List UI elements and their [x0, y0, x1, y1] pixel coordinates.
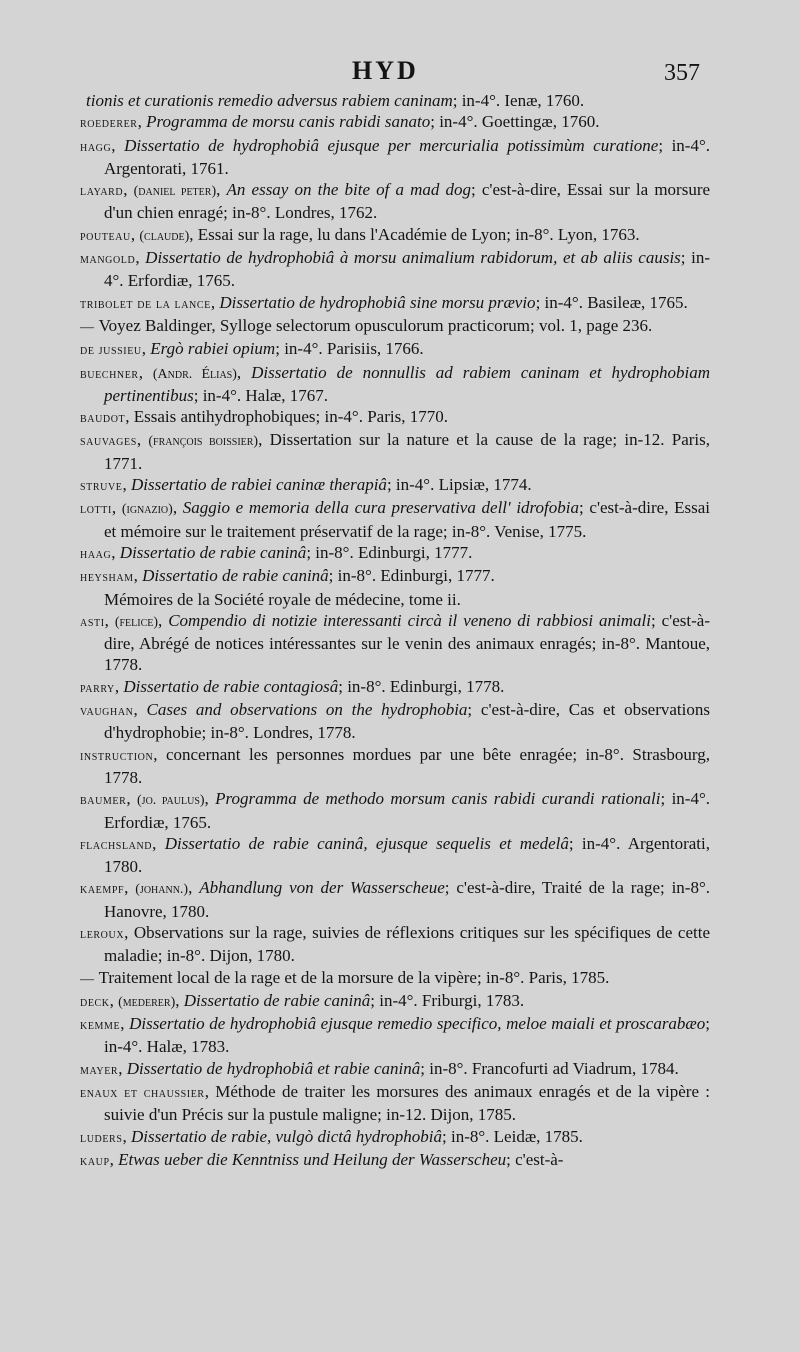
entry-author-detail: (claude)	[139, 228, 190, 244]
bibliography-entry	[86, 90, 710, 111]
entry-author: kaempf	[80, 882, 125, 898]
bibliography-entry: buechner, (Andr. Élias), Dissertatio de nonnullis ad rabiem caninam et hydrophobiam pertinentibus; in-4°. Halæ, 1767.	[80, 362, 711, 405]
bibliography-entry: roederer, Programma de morsu canis rabidi sanato; in-4°. Goettingæ, 1760.	[80, 112, 600, 132]
entry-title: An essay on the bite of a mad dog	[226, 180, 471, 200]
bibliography-entry: hagg, Dissertatio de hydrophobiâ ejusque per mercurialia potissimùm curatione; in-4°. Argentorati, 1761.	[80, 135, 711, 178]
entry-publication: ; c'est-à-	[506, 1149, 564, 1169]
entry-title: Cases and observations on the hydrophobia	[146, 700, 468, 720]
entry-title: Etwas ueber die Kenntniss und Heilung der Wasserscheu	[118, 1149, 507, 1169]
entry-publication: ; c'est-à-dire, Essai sur la morsure d'un chien enragé; in-8°. Londres, 1762.	[104, 180, 711, 223]
bibliography-entry	[80, 967, 710, 990]
page-header	[0, 56, 800, 88]
entry-author: enaux et chaussier	[80, 1086, 205, 1102]
entry-publication: Mémoires de la Société royale de médecine, tome ii.	[104, 589, 461, 609]
bibliography-entry: kemme, Dissertatio de hydrophobiâ ejusque remedio specifico, meloe maiali et proscarabæo; in-4°. Halæ, 1783.	[80, 1014, 711, 1057]
entry-title: Dissertatio de hydrophobiâ ejusque per mercurialia potissimùm curatione	[124, 135, 659, 155]
entry-publication: ; c'est-à-dire, Essai et mémoire sur le traitement préservatif de la rage; in-8°. Venise, 1775.	[104, 498, 711, 541]
bibliography-entry: mangold, Dissertatio de hydrophobiâ à morsu animalium rabidorum, et ab aliis causis; in-4°. Erfordiæ, 1765.	[80, 248, 711, 291]
entry-publication: ; in-8°. Edinburgi, 1777.	[306, 542, 473, 562]
entry-author: layard	[80, 184, 124, 200]
entry-title: Ergò rabiei opium	[150, 339, 276, 359]
entry-title: Programma de morsu canis rabidi sanato	[146, 112, 431, 132]
entry-publication: ; in-4°. Argentorati, 1780.	[104, 833, 710, 877]
entry-author: tribolet de la lance	[80, 296, 211, 312]
entry-title: Dissertatio de rabie, vulgò dictâ hydrophobiâ	[131, 1126, 443, 1146]
entry-author-detail: (felice)	[114, 614, 159, 630]
bibliography-entry	[86, 589, 710, 610]
entry-author: —	[80, 319, 95, 335]
bibliography-entry: tribolet de la lance, Dissertatio de hydrophobiâ sine morsu prævio; in-4°. Basileæ, 1765.	[80, 292, 688, 312]
entry-publication: Voyez Baldinger, Sylloge selectorum opusculorum practicorum; vol. 1, page 236.	[98, 315, 653, 335]
bibliography-entry: layard, (daniel peter), An essay on the bite of a mad dog; c'est-à-dire, Essai sur la morsure d'un chien enragé; in-8°. Londres, 1762.	[80, 180, 711, 223]
entry-publication: Méthode de traiter les morsures des animaux enragés et de la vipère : suivie d'un Précis sur la pustule maligne; in-12. Dijon, 1785.	[104, 1082, 711, 1125]
entry-author: hagg	[80, 139, 112, 155]
entry-author: pouteau	[80, 228, 131, 244]
entry-title: Dissertatio de hydrophobiâ et rabie caninâ	[126, 1058, 421, 1078]
entry-publication: ; in-4°. Ienæ, 1760.	[452, 91, 585, 110]
bibliography-entry: luders, Dissertatio de rabie, vulgò dictâ hydrophobiâ; in-8°. Leidæ, 1785.	[80, 1126, 583, 1146]
entry-author-detail: (daniel peter)	[133, 184, 217, 200]
page-number: 357	[664, 60, 700, 86]
entry-author: lotti	[80, 502, 112, 518]
entry-author-detail: (françois boissier)	[148, 434, 259, 450]
bibliography-entry: flachsland, Dissertatio de rabie caninâ, ejusque sequelis et medelâ; in-4°. Argentorati, 1780.	[80, 833, 710, 877]
entry-title: tionis et curationis remedio adversus rabiem caninam	[86, 91, 453, 110]
entry-publication: ; c'est-à-dire, Abrégé de notices intéressantes sur le venin des animaux enragés; in-8°. Mantoue, 1778.	[104, 610, 711, 675]
bibliography-entry: sauvages, (françois boissier), Dissertation sur la nature et la cause de la rage; in-12. Paris, 1771.	[80, 430, 710, 473]
bibliography-entry: lotti, (ignazio), Saggio e memoria della cura preservativa dell' idrofobia; c'est-à-dire, Essai et mémoire sur le traitement préservatif de la rage; in-8°. Venise, 1775.	[80, 498, 711, 541]
bibliography-entry: de jussieu, Ergò rabiei opium; in-4°. Parisiis, 1766.	[80, 339, 424, 359]
entry-publication: ; in-4°. Basileæ, 1765.	[535, 292, 688, 312]
entry-author: baudot	[80, 411, 126, 427]
entry-publication: Traitement local de la rage et de la morsure de la vipère; in-8°. Paris, 1785.	[98, 967, 610, 987]
bibliography-entry: instruction, concernant les personnes mordues par une bête enragée; in-8°. Strasbourg, 1778.	[80, 744, 710, 787]
entry-title: Dissertatio de rabiei caninæ therapiâ	[131, 475, 387, 495]
entry-author: struve	[80, 479, 123, 495]
entry-publication: ; in-4°. Erfordiæ, 1765.	[104, 789, 711, 832]
entry-author: sauvages	[80, 434, 137, 450]
entry-publication: Essai sur la rage, lu dans l'Académie de Lyon; in-8°. Lyon, 1763.	[197, 224, 640, 244]
entry-publication: ; in-4°. Argentorati, 1761.	[104, 135, 711, 178]
entry-author-detail: (mederer)	[118, 994, 176, 1010]
entry-title: Dissertatio de rabie caninâ	[142, 566, 329, 586]
bibliography-entry: struve, Dissertatio de rabiei caninæ therapiâ; in-4°. Lipsiæ, 1774.	[80, 475, 532, 495]
entry-title: Dissertatio de hydrophobiâ sine morsu prævio	[219, 292, 536, 312]
bibliography-entry: pouteau, (claude), Essai sur la rage, lu dans l'Académie de Lyon; in-8°. Lyon, 1763.	[80, 224, 640, 244]
entry-publication: ; c'est-à-dire, Cas et observations d'hydrophobie; in-8°. Londres, 1778.	[104, 700, 710, 743]
entry-publication: Dissertation sur la nature et la cause de la rage; in-12. Paris, 1771.	[104, 430, 710, 473]
entry-title: Programma de methodo morsum canis rabidi curandi rationali	[215, 789, 661, 809]
entry-title: Compendio di notizie interessanti circà il veneno di rabbiosi animali	[168, 610, 651, 630]
entry-title: Dissertatio de rabie caninâ	[183, 990, 371, 1010]
entry-author: vaughan	[80, 704, 134, 720]
entry-author: haag	[80, 546, 112, 562]
entry-author-detail: (ignazio)	[121, 502, 173, 518]
entry-title: Dissertatio de hydrophobiâ à morsu animalium rabidorum, et ab aliis causis	[145, 248, 681, 268]
bibliography-entry: kaup, Etwas ueber die Kenntniss und Heilung der Wasserscheu; c'est-à-	[80, 1149, 564, 1169]
bibliography-entry: heysham, Dissertatio de rabie caninâ; in-8°. Edinburgi, 1777.	[80, 566, 495, 586]
bibliography-entry	[80, 315, 710, 338]
entry-author: baumer	[80, 793, 127, 809]
entry-author: instruction	[80, 748, 154, 764]
bibliography-entry: mayer, Dissertatio de hydrophobiâ et rabie caninâ; in-8°. Francofurti ad Viadrum, 1784.	[80, 1058, 679, 1078]
entry-publication: Essais antihydrophobiques; in-4°. Paris, 1770.	[133, 407, 448, 427]
bibliography-entry: vaughan, Cases and observations on the hydrophobia; c'est-à-dire, Cas et observations d'hydrophobie; in-8°. Londres, 1778.	[80, 700, 710, 743]
bibliography-entry: baumer, (jo. paulus), Programma de methodo morsum canis rabidi curandi rationali; in-4°. Erfordiæ, 1765.	[80, 789, 711, 832]
entry-publication: ; in-4°. Friburgi, 1783.	[370, 990, 525, 1010]
entry-publication: Observations sur la rage, suivies de réflexions critiques sur les spécifiques de cette maladie; in-8°. Dijon, 1780.	[104, 922, 710, 966]
bibliography-entry: baudot, Essais antihydrophobiques; in-4°. Paris, 1770.	[80, 407, 448, 427]
entry-author: buechner	[80, 366, 139, 382]
entry-author: —	[80, 971, 95, 987]
entry-author: leroux	[80, 926, 125, 942]
entry-publication: ; in-4°. Goettingæ, 1760.	[430, 112, 600, 132]
entry-publication: ; in-4°. Halæ, 1767.	[193, 385, 329, 405]
running-head: HYD	[352, 56, 419, 85]
entry-publication: ; in-4°. Erfordiæ, 1765.	[104, 248, 711, 291]
entry-publication: ; in-4°. Lipsiæ, 1774.	[386, 475, 532, 495]
entry-publication: ; in-8°. Francofurti ad Viadrum, 1784.	[420, 1058, 679, 1078]
entry-author: deck	[80, 994, 110, 1010]
bibliography-entry: asti, (felice), Compendio di notizie interessanti circà il veneno di rabbiosi animali; c'est-à-dire, Abrégé de notices intéressantes sur le venin des animaux enragés; in-8°. Mantoue, 1778.	[80, 610, 711, 675]
entry-title: Dissertatio de nonnullis ad rabiem caninam et hydrophobiam pertinentibus	[104, 362, 711, 405]
entry-author: mayer	[80, 1062, 119, 1078]
bibliography-list	[80, 90, 711, 1172]
entry-author: roederer	[80, 116, 138, 132]
bibliography-entry: enaux et chaussier, Méthode de traiter les morsures des animaux enragés et de la vipère : suivie d'un Précis sur la pustule maligne; in-12. Dijon, 1785.	[80, 1082, 711, 1125]
entry-author: kaup	[80, 1153, 110, 1169]
bibliography-entry: deck, (mederer), Dissertatio de rabie caninâ; in-4°. Friburgi, 1783.	[80, 990, 525, 1010]
entry-publication: ; in-8°. Leidæ, 1785.	[442, 1126, 583, 1146]
entry-publication: concernant les personnes mordues par une bête enragée; in-8°. Strasbourg, 1778.	[104, 744, 710, 787]
bibliography-entry: kaempf, (johann.), Abhandlung von der Wasserscheue; c'est-à-dire, Traité de la rage; in-8°. Hanovre, 1780.	[80, 878, 710, 921]
entry-author-detail: (Andr. Élias)	[152, 366, 237, 382]
entry-author: asti	[80, 614, 105, 630]
entry-title: Dissertatio de rabie caninâ	[119, 542, 307, 562]
entry-author: luders	[80, 1130, 123, 1146]
entry-publication: ; c'est-à-dire, Traité de la rage; in-8°. Hanovre, 1780.	[104, 878, 710, 921]
bibliography-entry: haag, Dissertatio de rabie caninâ; in-8°. Edinburgi, 1777.	[80, 542, 473, 562]
entry-title: Dissertatio de rabie caninâ, ejusque sequelis et medelâ	[164, 833, 569, 853]
entry-author-detail: (johann.)	[135, 882, 189, 898]
bibliography-entry: leroux, Observations sur la rage, suivies de réflexions critiques sur les spécifiques de cette maladie; in-8°. Dijon, 1780.	[80, 922, 710, 966]
entry-author: flachsland	[80, 837, 153, 853]
entry-author: kemme	[80, 1018, 121, 1034]
entry-publication: ; in-8°. Edinburgi, 1778.	[338, 676, 505, 696]
entry-publication: ; in-4°. Halæ, 1783.	[104, 1014, 711, 1057]
entry-title: Dissertatio de rabie contagiosâ	[123, 676, 339, 696]
entry-title: Abhandlung von der Wasserscheue	[199, 878, 445, 898]
entry-author: heysham	[80, 570, 134, 586]
entry-publication: ; in-4°. Parisiis, 1766.	[275, 339, 424, 359]
entry-title: Dissertatio de hydrophobiâ ejusque remedio specifico, meloe maiali et proscarabæo	[129, 1014, 706, 1034]
entry-author-detail: (jo. paulus)	[137, 793, 205, 809]
entry-title: Saggio e memoria della cura preservativa dell' idrofobia	[182, 498, 579, 518]
entry-author: de jussieu	[80, 343, 142, 359]
entry-author: mangold	[80, 252, 136, 268]
entry-publication: ; in-8°. Edinburgi, 1777.	[328, 566, 495, 586]
entry-author: parry	[80, 680, 115, 696]
bibliography-entry: parry, Dissertatio de rabie contagiosâ; in-8°. Edinburgi, 1778.	[80, 676, 505, 696]
